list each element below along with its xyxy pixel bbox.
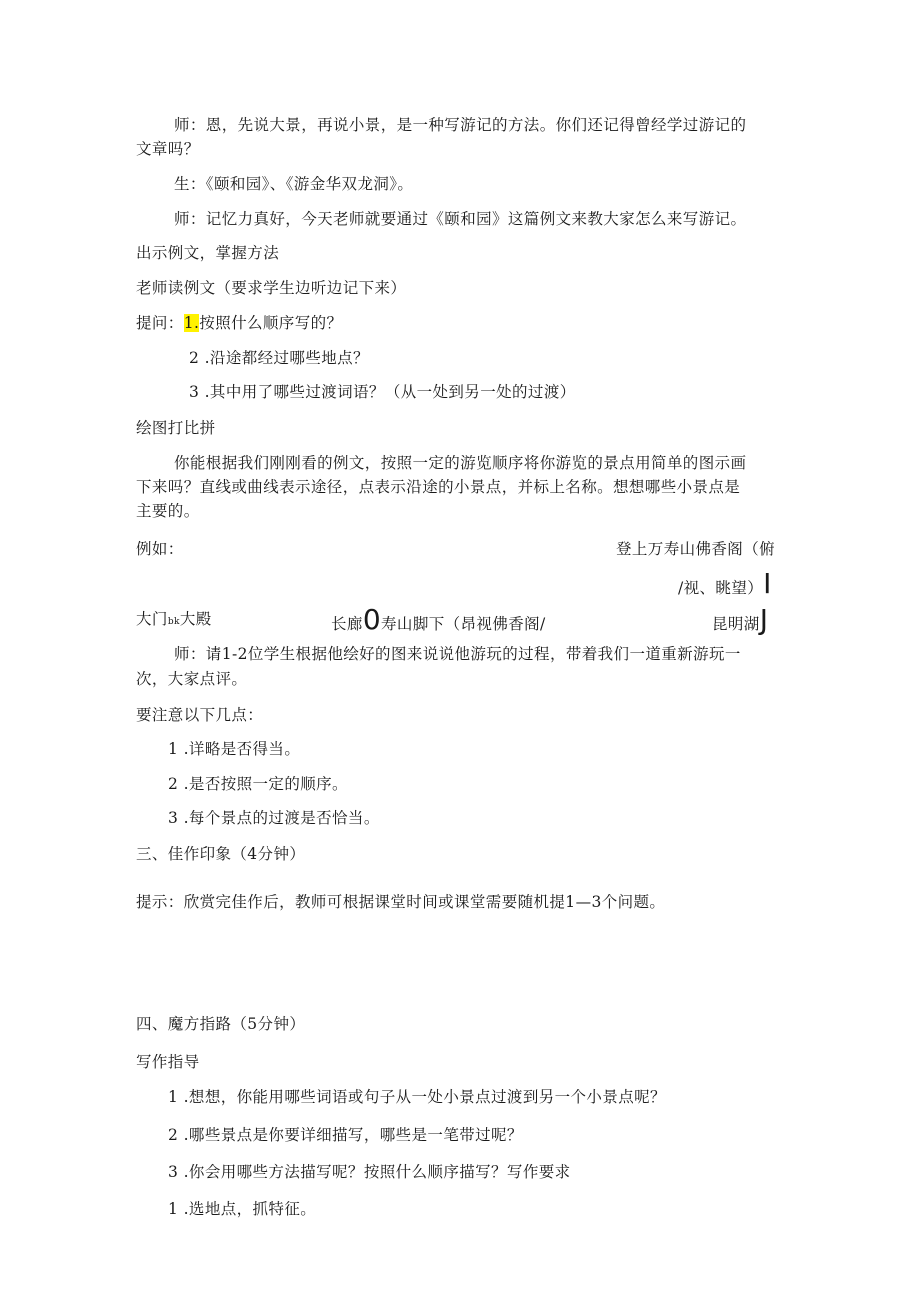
route-start bbox=[136, 609, 212, 632]
question-2: 2 .沿途都经过哪些地点？ bbox=[189, 349, 369, 367]
section-3-heading: 三、佳作印象（4分钟） bbox=[136, 845, 306, 863]
route-mark-j: J bbox=[759, 603, 769, 636]
note-point-2: 2 .是否按照一定的顺序。 bbox=[168, 775, 348, 793]
route-mark-zero: 0 bbox=[362, 603, 382, 636]
drawing-paragraph-1: 你能根据我们刚刚看的例文，按照一定的游览顺序将你游览的景点用简单的图示画 bbox=[174, 454, 747, 472]
drawing-paragraph-2: 下来吗？直线或曲线表示途径，点表示沿途的小景点，并标上名称。想想哪些小景点是 bbox=[136, 478, 741, 496]
drawing-heading: 绘图打比拼 bbox=[136, 419, 216, 437]
method-heading: 出示例文，掌握方法 bbox=[136, 244, 280, 262]
teacher-line-1-cont: 文章吗？ bbox=[136, 140, 200, 158]
route-mid-text: /视、眺望） bbox=[678, 579, 764, 597]
requirement-1: 1 .选地点，抓特征。 bbox=[168, 1200, 317, 1218]
teacher-line-1: 师：恩，先说大景，再说小景，是一种写游记的方法。你们还记得曾经学过游记的 bbox=[174, 116, 747, 134]
note-heading: 要注意以下几点： bbox=[136, 706, 264, 724]
drawing-paragraph-3: 主要的。 bbox=[136, 502, 200, 520]
route-hall: 大殿 bbox=[179, 610, 212, 628]
review-line-1: 师：请1-2位学生根据他绘好的图来说说他游玩的过程，带着我们一道重新游玩一 bbox=[174, 645, 741, 663]
guide-point-1: 1 .想想，你能用哪些词语或句子从一处小景点过渡到另一个小景点呢？ bbox=[168, 1088, 666, 1106]
question-1-number-highlight: 1. bbox=[183, 314, 200, 332]
read-instruction: 老师读例文（要求学生边听边记下来） bbox=[136, 279, 407, 297]
student-line: 生：《颐和园》、《游金华双龙洞》。 bbox=[174, 175, 414, 193]
teacher-line-2: 师：记忆力真好，今天老师就要通过《颐和园》这篇例文来教大家怎么来写游记。 bbox=[174, 210, 747, 228]
section-4-heading: 四、魔方指路（5分钟） bbox=[136, 1015, 306, 1033]
question-1 bbox=[136, 313, 342, 333]
route-mark-i: I bbox=[763, 567, 772, 600]
route-end bbox=[712, 603, 769, 636]
route-top-right: 登上万寿山佛香阁（俯 bbox=[616, 540, 776, 558]
note-point-1: 1 .详略是否得当。 bbox=[168, 740, 301, 758]
route-lake: 昆明湖 bbox=[712, 615, 760, 633]
question-1-text: 按照什么顺序写的？ bbox=[199, 314, 343, 332]
route-mid-right bbox=[678, 567, 772, 600]
guide-point-3: 3 .你会用哪些方法描写呢？按照什么顺序描写？写作要求 bbox=[168, 1163, 571, 1181]
note-point-3: 3 .每个景点的过渡是否恰当。 bbox=[168, 809, 380, 827]
review-line-1-cont: 次，大家点评。 bbox=[136, 670, 248, 688]
question-3: 3 .其中用了哪些过渡词语？（从一处到另一处的过渡） bbox=[189, 383, 576, 401]
route-gate-small: bk bbox=[167, 617, 180, 627]
route-gate: 大门 bbox=[136, 610, 168, 628]
question-label: 提问： bbox=[136, 314, 184, 332]
writing-guide-heading: 写作指导 bbox=[136, 1053, 200, 1071]
route-corridor: 长廊 bbox=[331, 615, 363, 633]
route-foot: 寿山脚下（昂视佛香阁/ bbox=[381, 615, 546, 633]
route-middle bbox=[331, 603, 546, 636]
guide-point-2: 2 .哪些景点是你要详细描写，哪些是一笔带过呢？ bbox=[168, 1126, 523, 1144]
section-3-tip: 提示：欣赏完佳作后，教师可根据课堂时间或课堂需要随机提1—3个问题。 bbox=[136, 893, 666, 911]
example-label: 例如： bbox=[136, 540, 184, 558]
